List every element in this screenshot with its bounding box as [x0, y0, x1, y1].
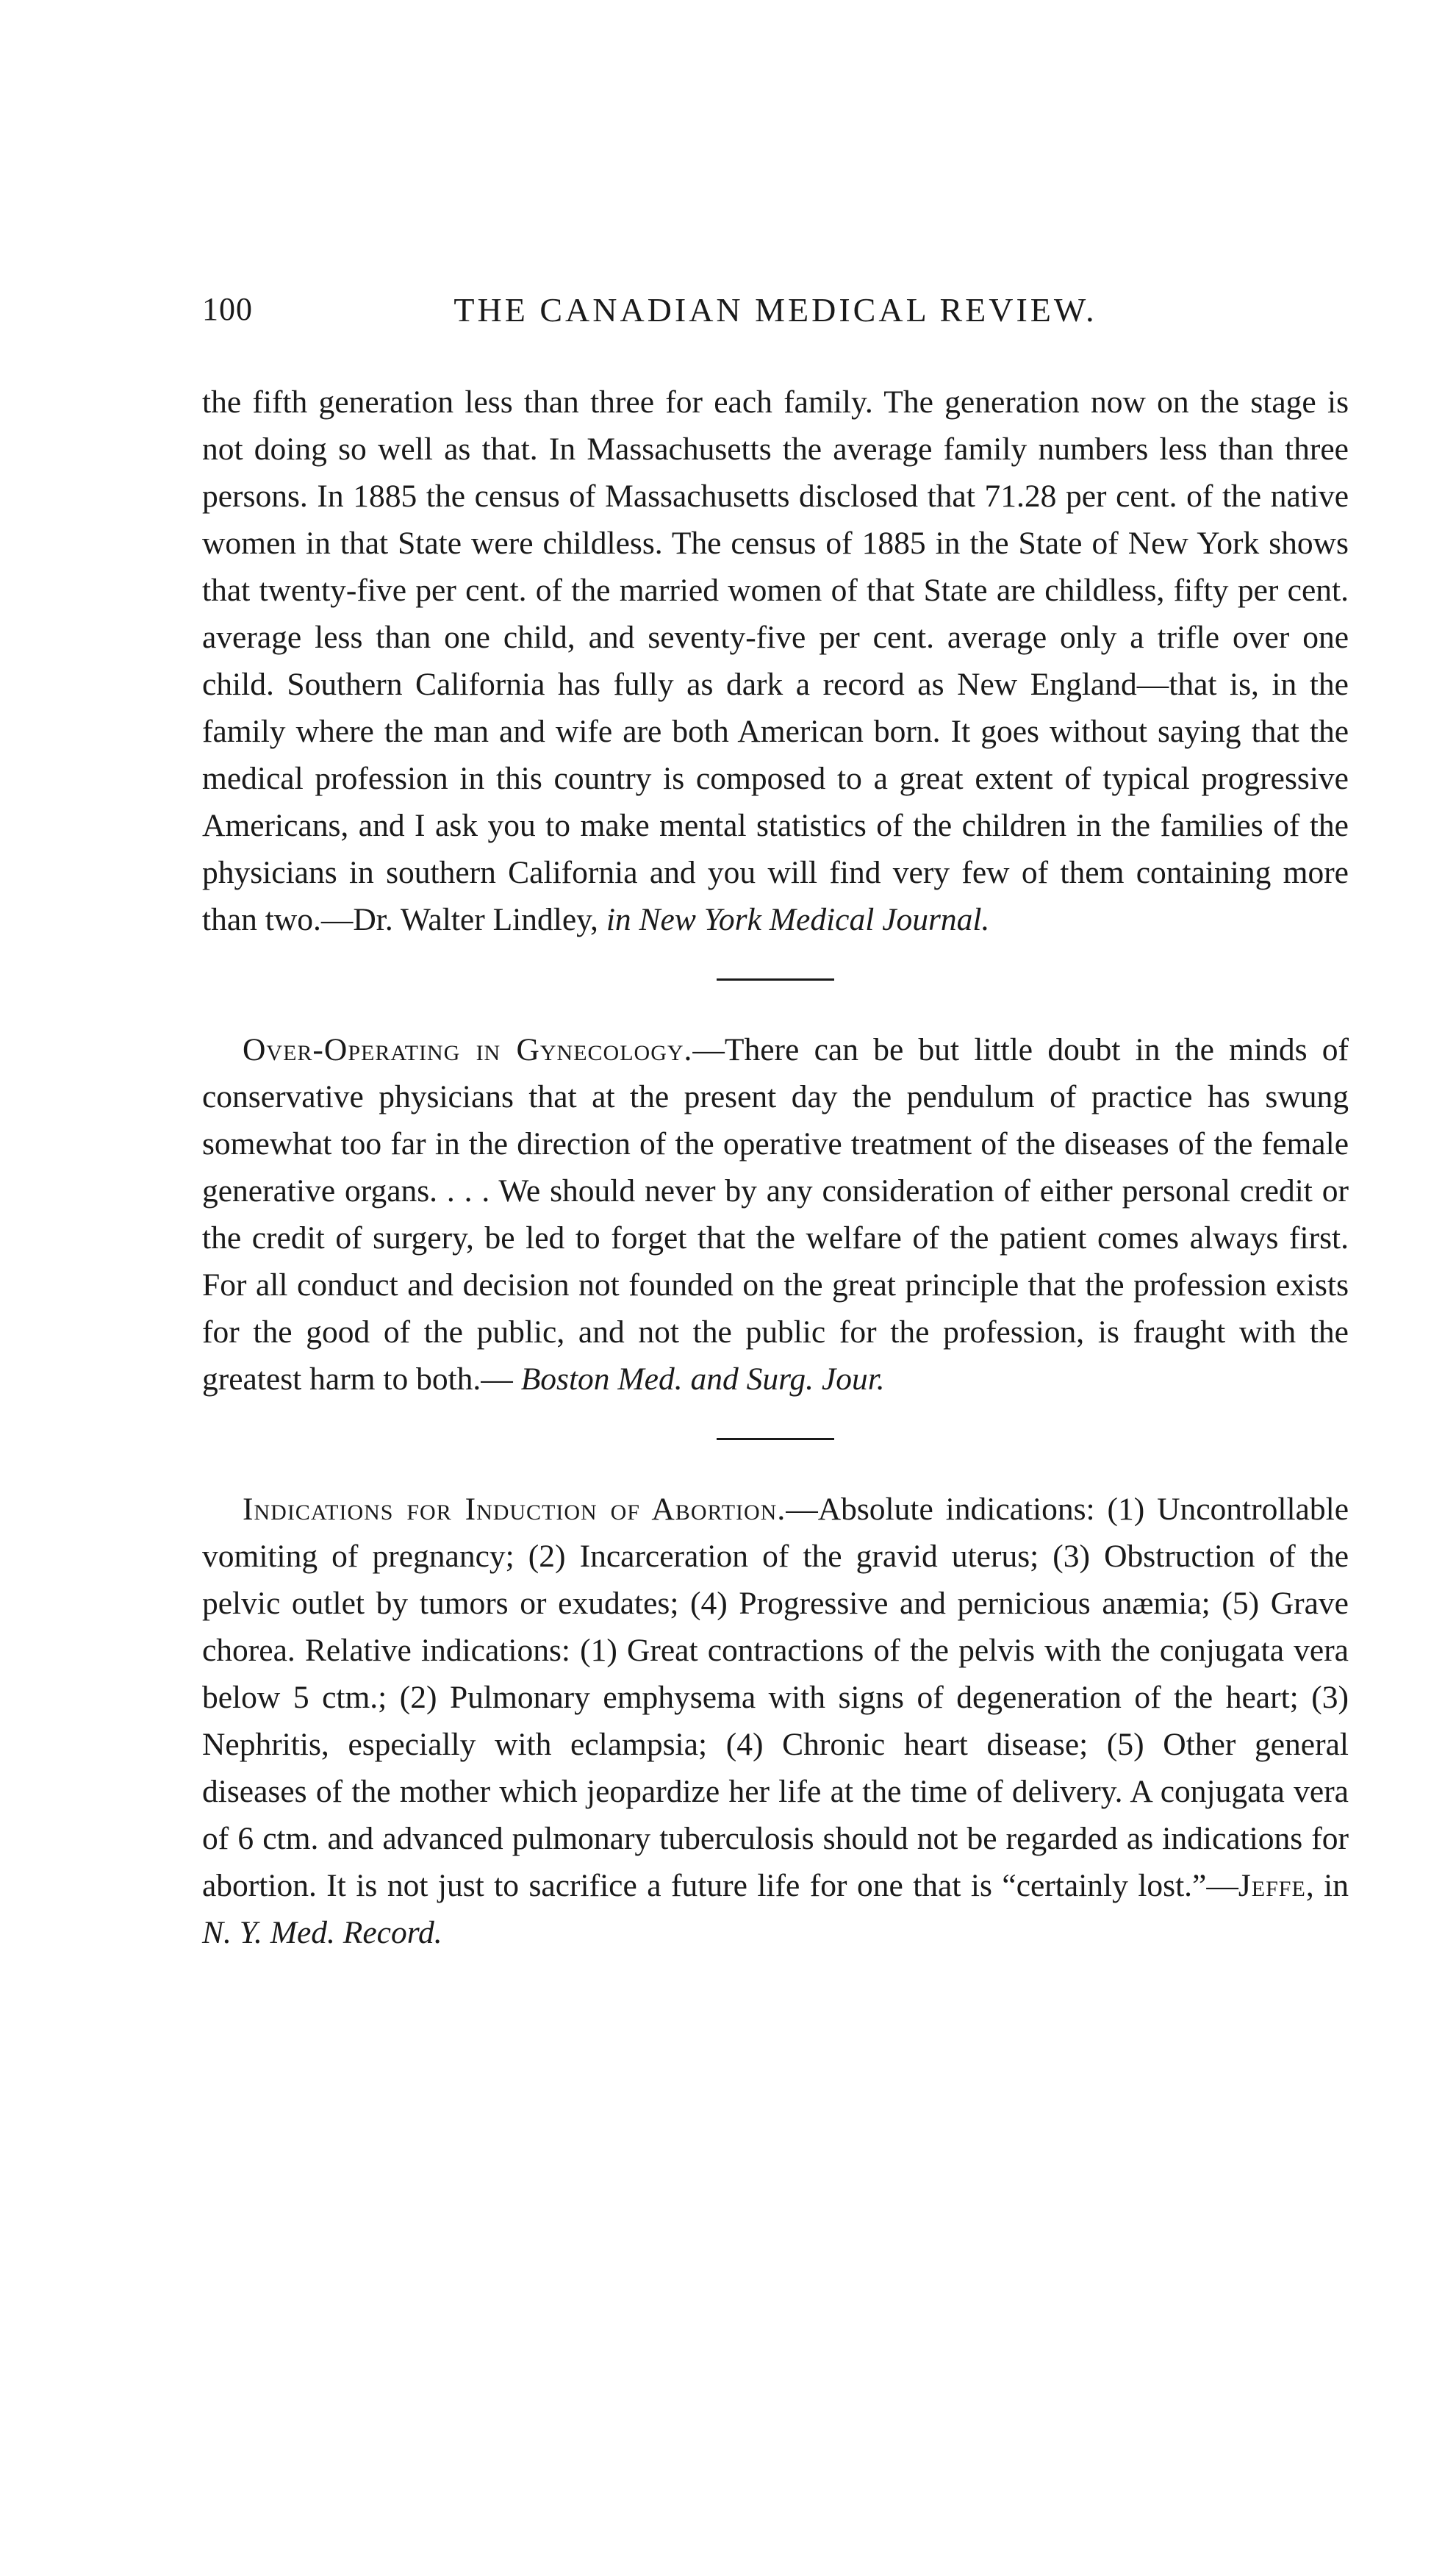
section-divider	[717, 978, 834, 981]
article-continuation	[202, 379, 1349, 943]
article-abortion-indications-connector: , in	[1305, 1868, 1349, 1903]
journal-title: THE CANADIAN MEDICAL REVIEW.	[453, 291, 1097, 329]
page	[202, 290, 1349, 1956]
article-abortion-indications-text: —Absolute indications: (1) Uncontrollable vomiting of pregnancy; (2) Incarceration of the gravid uterus; (3) Obstruction of the pelvic outlet by tumors or exudates; (4) Progressive and pernicious anæmia; (5) Grave chorea. Relative indications: (1) Great contractions of the pelvis with the conjugata vera below 5 ctm.; (2) Pulmonary emphysema with signs of degeneration of the heart; (3) Nephritis, especially with eclampsia; (4) Chronic heart disease; (5) Other general diseases of the mother which jeopardize her life at the time of delivery. A conjugata vera of 6 ctm. and advanced pulmonary tuberculosis should not be regarded as indications for abortion. It is not just to sacrifice a future life for one that is “certainly lost.”—	[202, 1492, 1349, 1903]
page-number: 100	[202, 291, 253, 327]
article-over-operating	[202, 1026, 1349, 1403]
article-over-operating-text: —There can be but little doubt in the minds of conservative physicians that at the present day the pendulum of practice has swung somewhat too far in the direction of the operative treatment of the diseases of the female generative organs. . . . We should never by any consideration of either personal credit or the credit of surgery, be led to forget that the welfare of the patient comes always first. For all conduct and decision not founded on the great principle that the profession exists for the good of the public, and not the public for the profession, is fraught with the greatest harm to both.—	[202, 1032, 1349, 1397]
running-head	[202, 290, 1349, 342]
article-abortion-indications	[202, 1486, 1349, 1956]
article-continuation-source: in New York Medical Journal.	[606, 902, 990, 937]
article-abortion-indications-author: Jeffe	[1238, 1868, 1306, 1903]
article-continuation-text: the fifth generation less than three for each family. The generation now on the stage is not doing so well as that. In Massachusetts the average family numbers less than three persons. In 1885 the census of Massachusetts disclosed that 71.28 per cent. of the native women in that State were childless. The census of 1885 in the State of New York shows that twenty-five per cent. of the married women of that State are childless, fifty per cent. average less than one child, and seventy-five per cent. average only a trifle over one child. Southern California has fully as dark a record as New England—that is, in the family where the man and wife are both American born. It goes without saying that the medical profession in this country is composed to a great extent of typical progressive Americans, and I ask you to make mental statistics of the children in the families of the physicians in southern California and you will find very few of them containing more than two.—Dr. Walter Lindley,	[202, 384, 1349, 937]
article-abortion-indications-heading: Indications for Induction of Abortion.	[243, 1492, 786, 1527]
article-abortion-indications-source: N. Y. Med. Record.	[202, 1915, 442, 1950]
article-over-operating-source: Boston Med. and Surg. Jour.	[520, 1361, 885, 1397]
article-over-operating-heading: Over-Operating in Gynecology.	[243, 1032, 693, 1067]
section-divider	[717, 1438, 834, 1440]
